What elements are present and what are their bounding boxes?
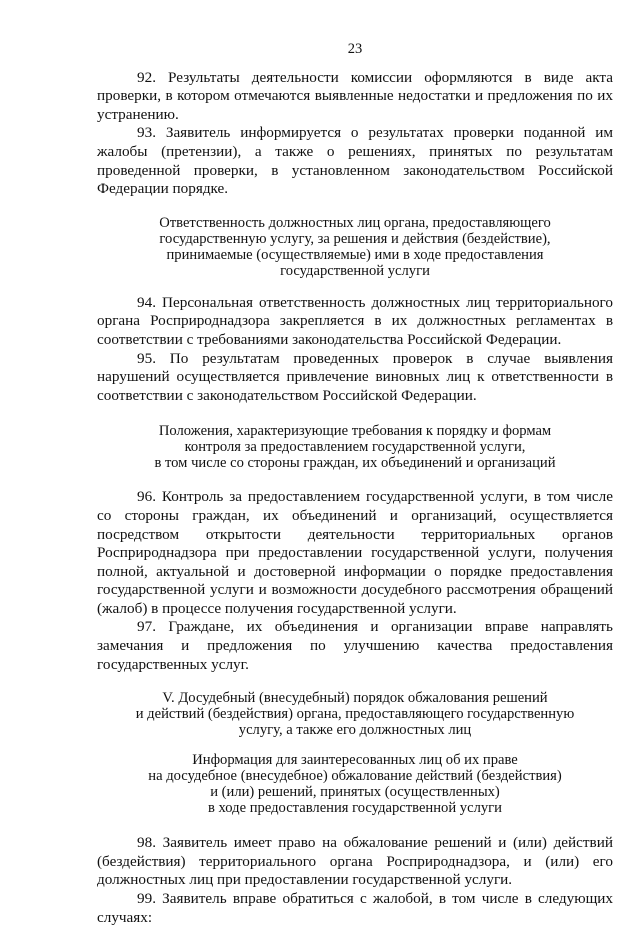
paragraph-93: 93. Заявитель информируется о результатах проверки поданной им жалобы (претензии), а также о решениях, принятых по результатам проведенной проверки, в установленном законодательством Российской Федерации порядке. (97, 124, 613, 198)
heading-line: Ответственность должностных лиц органа, предоставляющего (159, 214, 551, 231)
paragraph-98: 98. Заявитель имеет право на обжалование решений и (или) действий (бездействия) территориального органа Росприроднадзора, и (или) его должностных лиц при предоставлении государственной услуги. (97, 834, 613, 889)
paragraph-94: 94. Персональная ответственность должностных лиц территориального органа Росприроднадзора закрепляется в их должностных регламентах в соответствии с требованиями законодательства Российской Федерации. (97, 293, 613, 348)
heading-line: Положения, характеризующие требования к порядку и формам (158, 423, 552, 440)
heading-line: в том числе со стороны граждан, их объединений и организаций (154, 455, 556, 472)
heading-line: в ходе предоставления государственной услуги (208, 800, 502, 817)
heading-line: V. Досудебный (внесудебный) порядок обжалования решений (162, 690, 548, 707)
page-number: 23 (347, 41, 363, 57)
heading-appeal-information (97, 752, 613, 816)
heading-line: услугу, а также его должностных лиц (238, 722, 472, 739)
heading-line: государственной услуги (280, 262, 430, 279)
heading-line: и действий (бездействия) органа, предоставляющего государственную (135, 706, 575, 723)
paragraph-95: 95. По результатам проведенных проверок в случае выявления нарушений осуществляется привлечение виновных лиц к ответственности в соответствии с законодательством Российской Федерации. (97, 349, 613, 404)
heading-line: контроля за предоставлением государственной услуги, (184, 439, 526, 456)
heading-line: принимаемые (осуществляемые) ими в ходе предоставления (166, 246, 544, 263)
heading-line: на досудебное (внесудебное) обжалование действий (бездействия) (148, 768, 562, 785)
heading-control-requirements (97, 423, 613, 471)
paragraph-92: 92. Результаты деятельности комиссии оформляются в виде акта проверки, в котором отмечаются выявленные недостатки и предложения по их устранению. (97, 68, 613, 123)
heading-line: государственную услугу, за решения и действия (бездействие), (159, 230, 551, 247)
heading-line: Информация для заинтересованных лиц об их праве (192, 752, 518, 769)
paragraph-97: 97. Граждане, их объединения и организации вправе направлять замечания и предложения по улучшению качества предоставления государственных услуг. (97, 618, 613, 673)
section-v-heading (97, 690, 613, 738)
paragraph-99: 99. Заявитель вправе обратиться с жалобой, в том числе в следующих случаях: (97, 890, 613, 926)
heading-line: и (или) решений, принятых (осуществленных) (210, 784, 500, 801)
document-page (97, 40, 613, 927)
heading-responsibility (97, 215, 613, 279)
document-body (97, 69, 613, 927)
paragraph-96: 96. Контроль за предоставлением государственной услуги, в том числе со стороны граждан, их объединений и организаций, осуществляется посредством открытости деятельности территориальных органов Росприроднадзора при предоставлении государственной услуги, получения полной, актуальной и достоверной информации о порядке предоставления государственной услуги и возможности досудебного рассмотрения обращений (жалоб) в процессе получения государственной услуги. (97, 488, 613, 617)
